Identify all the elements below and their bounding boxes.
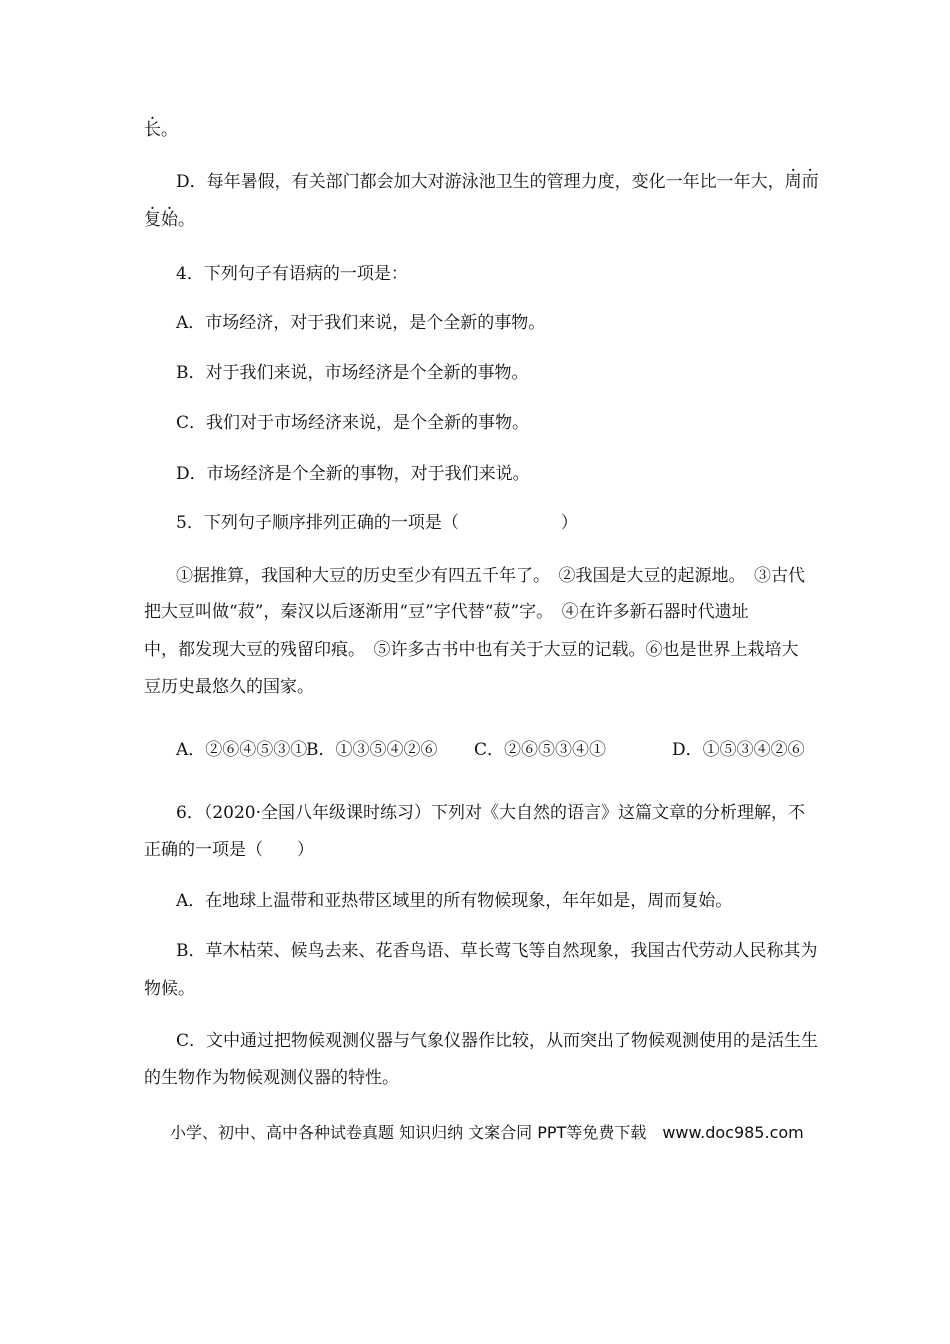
q3-c-tail: 长。	[144, 120, 178, 140]
q5-option-b: B．①③⑤④②⑥	[306, 740, 438, 760]
q6-stem: 6．（2020·全国八年级课时练习）下列对《大自然的语言》这篇文章的分析理解，不	[176, 803, 805, 823]
q4-option-d: D．市场经济是个全新的事物，对于我们来说。	[176, 464, 530, 484]
emphasis-char: 复	[144, 210, 161, 230]
q6-option-c-cont: 的生物作为物候观测仪器的特性。	[144, 1068, 399, 1088]
q5-option-a: A．②⑥④⑤③①	[176, 740, 308, 760]
emphasis-char: 而	[801, 172, 819, 192]
q4-option-c: C．我们对于市场经济来说，是个全新的事物。	[176, 413, 530, 433]
q5-stem: 5．下列句子顺序排列正确的一项是（ ）	[176, 513, 578, 533]
q3-option-d-cont: 复始。	[144, 210, 195, 230]
q4-option-b: B．对于我们来说，市场经济是个全新的事物。	[176, 363, 529, 383]
q4-option-a: A．市场经济，对于我们来说，是个全新的事物。	[176, 313, 546, 333]
q5-option-d: D．①⑤③④②⑥	[672, 740, 805, 760]
emphasis-char: 长	[144, 120, 161, 140]
q6-option-a: A．在地球上温带和亚热带区域里的所有物候现象，年年如是，周而复始。	[176, 891, 733, 911]
q6-option-b: B．草木枯荣、候鸟去来、花香鸟语、草长莺飞等自然现象，我国古代劳动人民称其为	[176, 941, 818, 961]
q5-passage-line: 中，都发现大豆的残留印痕。 ⑤许多古书中也有关于大豆的记载。⑥也是世界上栽培大	[144, 640, 799, 660]
q6-option-c: C．文中通过把物候观测仪器与气象仪器作比较，从而突出了物候观测使用的是活生生	[176, 1031, 819, 1051]
q5-passage-line: 把大豆叫做“菽”，秦汉以后逐渐用“豆”字代替“菽”字。 ④在许多新石器时代遗址	[144, 602, 749, 622]
q5-passage-line: 豆历史最悠久的国家。	[144, 677, 314, 697]
q6-stem-cont: 正确的一项是（ ）	[144, 840, 314, 860]
q5-option-c: C．②⑥⑤③④①	[474, 740, 607, 760]
emphasis-char: 始	[161, 210, 178, 230]
q4-stem: 4．下列句子有语病的一项是：	[176, 264, 408, 284]
page-footer: 小学、初中、高中各种试卷真题 知识归纳 文案合同 PPT等免费下载 www.doc985.com	[170, 1123, 804, 1142]
q5-passage-line: ①据推算，我国种大豆的历史至少有四五千年了。 ②我国是大豆的起源地。 ③古代	[176, 566, 805, 586]
emphasis-char: 周	[784, 172, 802, 192]
q3-option-d: D．每年暑假，有关部门都会加大对游泳池卫生的管理力度，变化一年比一年大，周而	[176, 172, 819, 192]
q6-option-b-cont: 物候。	[144, 979, 195, 999]
